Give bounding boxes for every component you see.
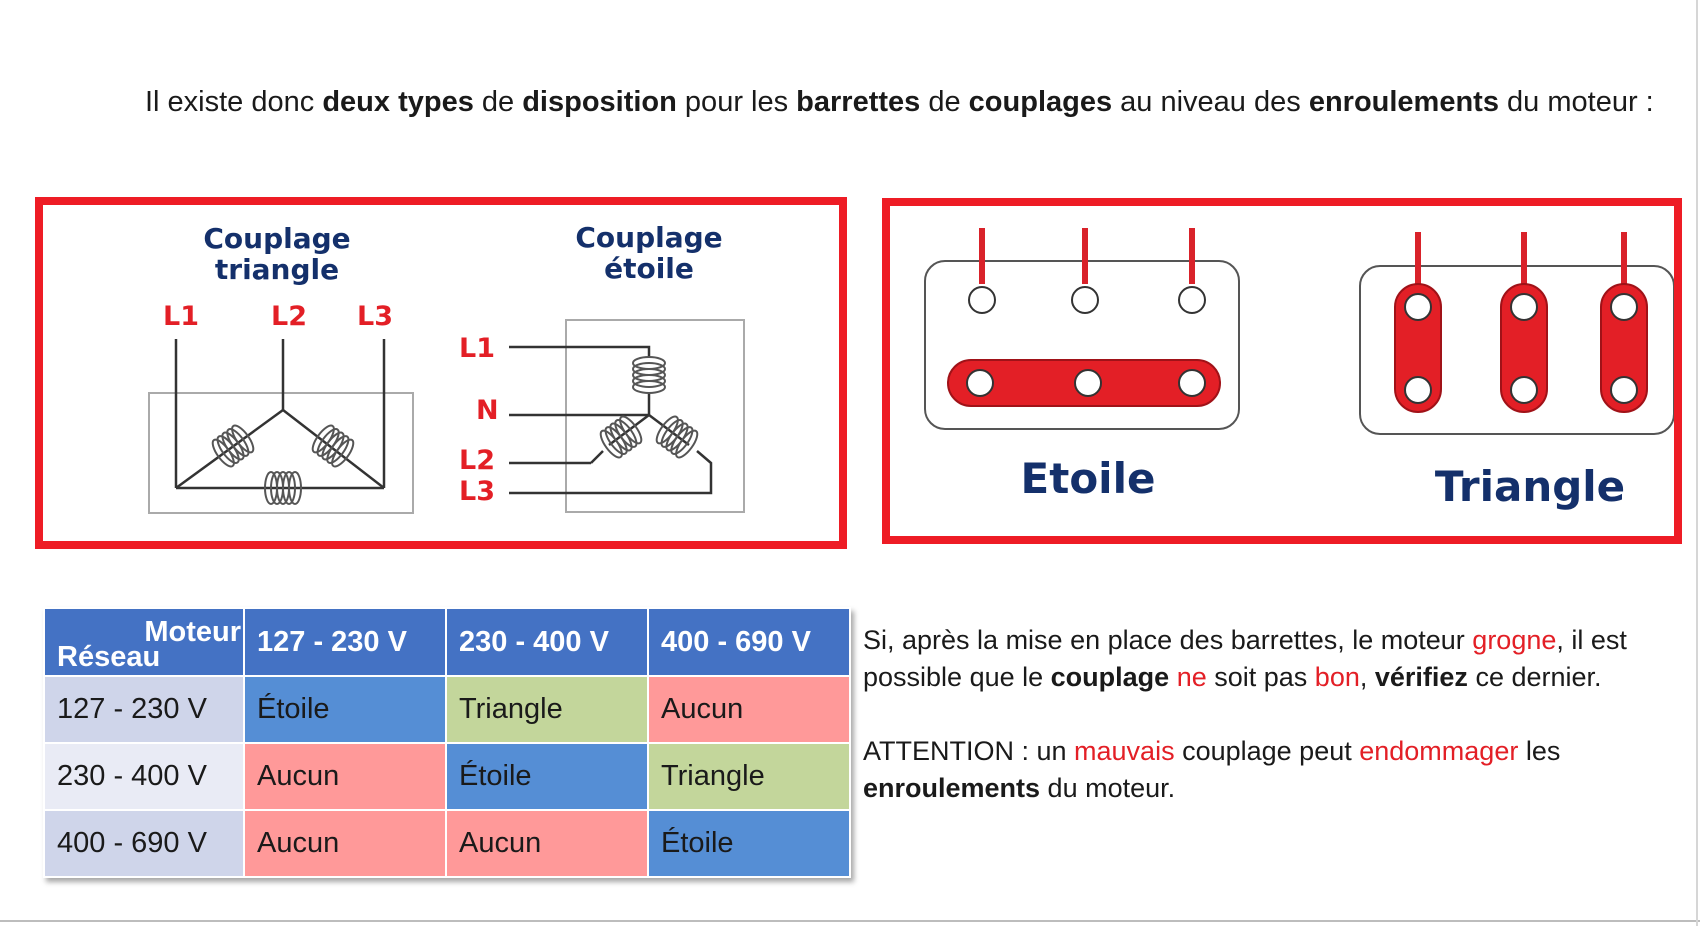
star-winding-left [597,413,645,460]
table-cell: Triangle [446,676,648,743]
coupling-schematic [43,205,839,541]
table-cell: Aucun [244,743,446,810]
table-cell: Aucun [446,810,648,877]
triangle-label-l2: L2 [271,301,307,332]
corner-reseau-label: Réseau [57,641,161,673]
intro-sentence: Il existe donc deux types de disposition pour les barrettes de couplages au niveau des enroulements du moteur : [145,86,1654,118]
triangle-title-line1: Couplage [203,222,351,255]
star-label-l1: L1 [459,333,495,364]
table-cell: Triangle [648,743,850,810]
star-label-n: N [476,395,499,426]
table-cell: Aucun [648,676,850,743]
terminal-board-panel [882,198,1682,544]
row-header: 400 - 690 V [44,810,244,877]
triangle-title-line2: triangle [214,253,340,286]
triangle-label-l1: L1 [163,301,199,332]
table-row [44,810,850,877]
table-cell: Étoile [244,676,446,743]
column-header: 127 - 230 V [244,608,446,676]
star-label-l3: L3 [459,476,495,507]
terminal-board-diagram [890,206,1674,536]
corner-moteur-label: Moteur [144,616,241,648]
table-cell: Étoile [648,810,850,877]
table-header-row [44,608,850,676]
coupling-table [43,607,851,878]
table-cell: Étoile [446,743,648,810]
triangle-winding-bottom [265,472,301,504]
triangle-board [1360,232,1674,434]
triangle-label-l3: L3 [357,301,393,332]
note-attention: ATTENTION : un mauvais couplage peut endommager les enroulements du moteur. [863,736,1561,803]
slide-bottom-border [0,920,1700,922]
star-winding-top [633,357,665,393]
coupling-schematic-panel [35,197,847,549]
star-winding-right [653,413,701,460]
etoile-board [925,228,1239,429]
star-label-l2: L2 [459,445,495,476]
column-header: 230 - 400 V [446,608,648,676]
notes-block [863,622,1693,844]
table-row [44,676,850,743]
row-header: 230 - 400 V [44,743,244,810]
triangle-wiring [176,339,384,488]
table-corner-cell [44,608,244,676]
table-row [44,743,850,810]
star-title-line1: Couplage [575,221,723,254]
triangle-winding-left [209,422,257,469]
slide-right-border [1696,0,1698,926]
row-header: 127 - 230 V [44,676,244,743]
table-cell: Aucun [244,810,446,877]
note-grogne: Si, après la mise en place des barrettes, le moteur grogne, il est possible que le couplage ne soit pas bon, vérifiez ce dernier. [863,625,1627,692]
star-title-line2: étoile [604,252,694,285]
etoile-caption: Etoile [1020,454,1156,503]
triangle-caption: Triangle [1434,462,1626,511]
column-header: 400 - 690 V [648,608,850,676]
